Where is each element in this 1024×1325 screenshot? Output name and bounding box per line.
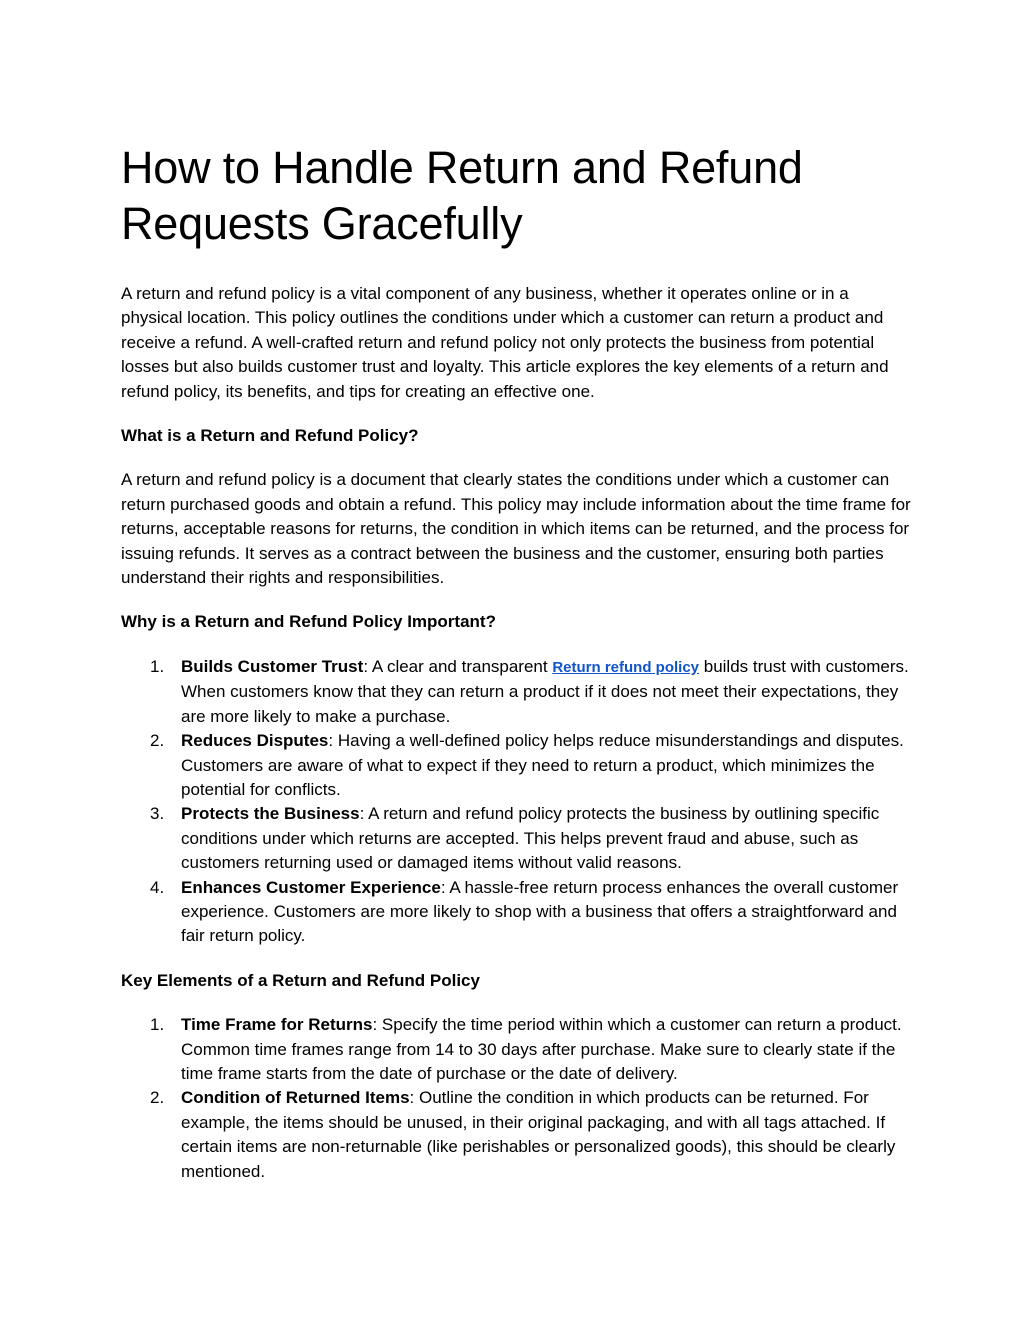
- page-title: How to Handle Return and Refund Requests Gracefully: [121, 142, 803, 249]
- list-item: [121, 802, 911, 875]
- list-term: Enhances Customer Experience: [181, 877, 441, 897]
- list-term: Builds Customer Trust: [181, 656, 364, 676]
- section-what-body: A return and refund policy is a document that clearly states the conditions under which a customer can return purchased goods and obtain a refund. This policy may include information about the time frame for returns, acceptable reasons for returns, the condition in which items can be returned, and the process for issuing refunds. It serves as a contract between the business and the customer, ensuring both parties understand their rights and responsibilities.: [121, 470, 911, 588]
- list-number: 4.: [150, 877, 165, 897]
- list-item: [121, 876, 911, 949]
- list-item: [121, 729, 911, 802]
- list-text: : Having a well-defined policy helps reduce misunderstandings and disputes. Customers are aware of what to expect if they need to return a product, which minimizes the potential for conflicts.: [181, 731, 904, 799]
- list-number: 1.: [150, 1015, 165, 1035]
- return-refund-policy-link[interactable]: Return refund policy: [552, 658, 700, 676]
- importance-list: [121, 655, 911, 949]
- list-number: 2.: [150, 1088, 165, 1108]
- list-number: 2.: [150, 731, 165, 751]
- list-term: Protects the Business: [181, 804, 360, 824]
- list-number: 1.: [150, 656, 165, 676]
- key-elements-list: [121, 1013, 911, 1184]
- section-heading-key-elements: Key Elements of a Return and Refund Policy: [121, 970, 480, 990]
- list-term: Condition of Returned Items: [181, 1088, 410, 1108]
- list-item: [121, 1013, 911, 1086]
- list-item: [121, 1086, 911, 1184]
- list-text: : Outline the condition in which products can be returned. For example, the items should be unused, in their original packaging, and with all tags attached. If certain items are non-returnable (like perishables or personalized goods), this should be clearly mentioned.: [181, 1088, 896, 1181]
- list-text: : A clear and transparent: [363, 656, 553, 676]
- list-term: Reduces Disputes: [181, 731, 329, 751]
- list-item: [121, 655, 911, 729]
- list-number: 3.: [150, 804, 165, 824]
- list-term: Time Frame for Returns: [181, 1015, 373, 1035]
- section-heading-what: What is a Return and Refund Policy?: [121, 426, 419, 446]
- document-page: [121, 140, 911, 1204]
- intro-paragraph: A return and refund policy is a vital component of any business, whether it operates online or in a physical location. This policy outlines the conditions under which a customer can return a product and receive a refund. A well-crafted return and refund policy not only protects the business from potential losses but also builds customer trust and loyalty. This article explores the key elements of a return and refund policy, its benefits, and tips for creating an effective one.: [121, 284, 889, 401]
- list-text: : A return and refund policy protects the business by outlining specific conditions under which returns are accepted. This helps prevent fraud and abuse, such as customers returning used or damaged items without valid reasons.: [181, 804, 880, 873]
- list-text: : A hassle-free return process enhances the overall customer experience. Customers are more likely to shop with a business that offers a straightforward and fair return policy.: [181, 877, 899, 946]
- list-text: : Specify the time period within which a customer can return a product. Common time frames range from 14 to 30 days after purchase. Make sure to clearly state if the time frame starts from the date of purchase or the date of delivery.: [181, 1015, 902, 1083]
- section-heading-why: Why is a Return and Refund Policy Important?: [121, 612, 496, 632]
- list-text: builds trust with customers. When customers know that they can return a product if it does not meet their expectations, they are more likely to make a purchase.: [181, 656, 909, 726]
